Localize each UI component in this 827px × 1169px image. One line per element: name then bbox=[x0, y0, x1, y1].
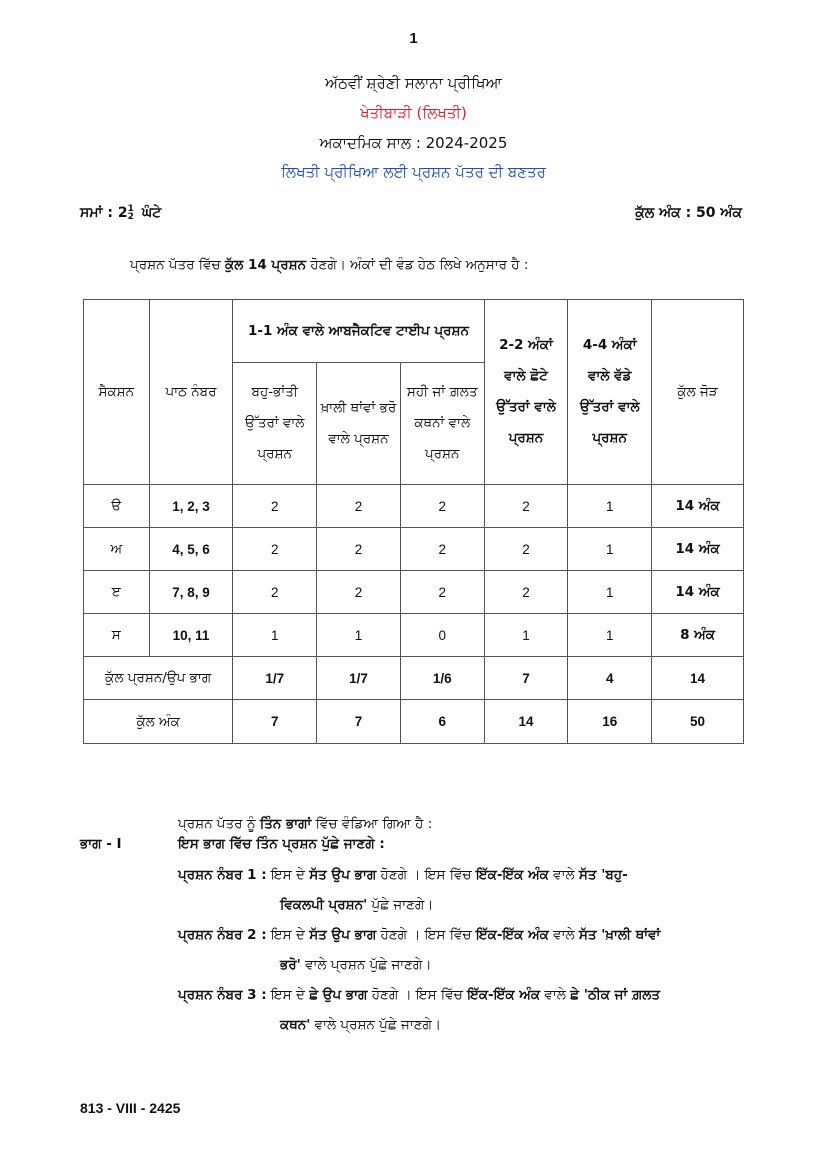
question-label: ਪ੍ਰਸ਼ਨ ਨੰਬਰ 3 : bbox=[178, 987, 267, 1003]
cell-mcq: 1 bbox=[233, 614, 317, 657]
cell-lessons: 7, 8, 9 bbox=[149, 571, 233, 614]
q-text: ਵਾਲੇ bbox=[548, 927, 579, 943]
marks-distribution-table bbox=[83, 299, 744, 744]
cell-fill: 2 bbox=[317, 571, 401, 614]
header-row-1 bbox=[84, 300, 744, 363]
header-short-answer bbox=[484, 300, 568, 485]
cell-long: 1 bbox=[568, 614, 652, 657]
table-row bbox=[84, 571, 744, 614]
cell-short: 1 bbox=[484, 614, 568, 657]
header-section: ਸੈਕਸ਼ਨ bbox=[84, 300, 150, 485]
question-1 bbox=[178, 860, 748, 920]
q-bold: ਸੱਤ 'ਖ਼ਾਲੀ ਥਾਂਵਾਂ bbox=[578, 927, 661, 943]
cell-mcq: 2 bbox=[233, 528, 317, 571]
cell-short: 2 bbox=[484, 485, 568, 528]
part-1-heading: ਇਸ ਭਾਗ ਵਿੱਚ ਤਿੰਨ ਪ੍ਰਸ਼ਨ ਪੁੱਛੇ ਜਾਣਗੇ : bbox=[178, 836, 385, 852]
cell-short: 14 bbox=[484, 700, 568, 744]
cell-tf: 2 bbox=[400, 485, 484, 528]
cell-fill: 1/7 bbox=[317, 657, 401, 700]
part-1-label: ਭਾਗ - I bbox=[80, 836, 122, 852]
cell-section: ਸ bbox=[84, 614, 150, 657]
q-text: ਹੋਣਗੇ । ਇਸ ਵਿੱਚ bbox=[367, 987, 468, 1003]
time-fraction bbox=[128, 205, 134, 221]
q-bold: ਕਥਨ' bbox=[280, 1017, 311, 1033]
cell-mcq: 2 bbox=[233, 485, 317, 528]
cell-long: 4 bbox=[568, 657, 652, 700]
q-bold: ਇੱਕ-ਇੱਕ ਅੰਕ bbox=[475, 927, 549, 943]
cell-total: 14 bbox=[652, 657, 744, 700]
table-row bbox=[84, 528, 744, 571]
q-bold: ਇੱਕ-ਇੱਕ ਅੰਕ bbox=[475, 867, 549, 883]
page-number: 1 bbox=[409, 30, 418, 47]
time-unit: ਘੰਟੇ bbox=[141, 205, 162, 221]
cell-mcq: 2 bbox=[233, 571, 317, 614]
header-objective-group: 1-1 ਅੰਕ ਵਾਲੇ ਆਬਜੈਕਟਿਵ ਟਾਈਪ ਪ੍ਰਸ਼ਨ bbox=[233, 300, 484, 363]
q-text: ਇਸ ਦੇ bbox=[266, 927, 310, 943]
short-answer-label: 2-2 ਅੰਕਾਂ ਵਾਲੇ ਛੋਟੇ ਉੱਤਰਾਂ ਵਾਲੇ ਪ੍ਰਸ਼ਨ bbox=[496, 337, 556, 446]
q-text: ਹੋਣਗੇ । ਇਸ ਵਿੱਚ bbox=[376, 867, 476, 883]
cell-short: 2 bbox=[484, 571, 568, 614]
cell-lessons: 10, 11 bbox=[149, 614, 233, 657]
header-true-false: ਸਹੀ ਜਾਂ ਗ਼ਲਤ ਕਥਨਾਂ ਵਾਲੇ ਪ੍ਰਸ਼ਨ bbox=[400, 363, 484, 485]
cell-section: ਅ bbox=[84, 528, 150, 571]
q-bold: ਛੇ 'ਠੀਕ ਜਾਂ ਗ਼ਲਤ bbox=[570, 987, 661, 1003]
cell-tf: 1/6 bbox=[400, 657, 484, 700]
q-text: ਇਸ ਦੇ bbox=[266, 987, 310, 1003]
q-text: ਪੁੱਛੇ ਜਾਣਗੇ। bbox=[367, 897, 434, 913]
academic-year: ਅਕਾਦਮਿਕ ਸਾਲ : 2024-2025 bbox=[319, 134, 508, 152]
q-text: ਵਾਲੇ bbox=[540, 987, 571, 1003]
header-total: ਕੁੱਲ ਜੋੜ bbox=[652, 300, 744, 485]
long-answer-label: 4-4 ਅੰਕਾਂ ਵਾਲੇ ਵੱਡੇ ਉੱਤਰਾਂ ਵਾਲੇ ਪ੍ਰਸ਼ਨ bbox=[579, 337, 640, 446]
total-marks-row bbox=[84, 700, 744, 744]
parts-intro bbox=[178, 816, 432, 832]
intro-pre: ਪ੍ਰਸ਼ਨ ਪੱਤਰ ਵਿੱਚ bbox=[130, 257, 225, 273]
q-bold: ਵਿਕਲਪੀ ਪ੍ਰਸ਼ਨ' bbox=[280, 897, 368, 913]
cell-total: 14 ਅੰਕ bbox=[652, 528, 744, 571]
q-text: ਵਾਲੇ ਪ੍ਰਸ਼ਨ ਪੁੱਛੇ ਜਾਣਗੇ। bbox=[310, 1017, 441, 1033]
exam-title: ਅੱਠਵੀਂ ਸ਼੍ਰੇਣੀ ਸਲਾਨਾ ਪ੍ਰੀਖਿਆ bbox=[325, 74, 502, 92]
header-mcq: ਬਹੁ-ਭਾਂਤੀ ਉੱਤਰਾਂ ਵਾਲੇ ਪ੍ਰਸ਼ਨ bbox=[233, 363, 317, 485]
parts-intro-post: ਵਿੱਚ ਵੰਡਿਆ ਗਿਆ ਹੈ : bbox=[311, 816, 433, 832]
header-lesson-no: ਪਾਠ ਨੰਬਰ bbox=[149, 300, 233, 485]
cell-tf: 2 bbox=[400, 528, 484, 571]
cell-short: 2 bbox=[484, 528, 568, 571]
question-continuation bbox=[178, 950, 748, 980]
time-allowed bbox=[80, 205, 161, 221]
intro-bold: ਕੁੱਲ 14 ਪ੍ਰਸ਼ਨ bbox=[225, 257, 307, 273]
header-long-answer bbox=[568, 300, 652, 485]
q-text: ਹੋਣਗੇ । ਇਸ ਵਿੱਚ bbox=[376, 927, 476, 943]
total-questions-row bbox=[84, 657, 744, 700]
q-bold: ਛੇ ਉਪ ਭਾਗ bbox=[309, 987, 368, 1003]
question-label: ਪ੍ਰਸ਼ਨ ਨੰਬਰ 2 : bbox=[178, 927, 267, 943]
time-label: ਸਮਾਂ : 2 bbox=[80, 205, 128, 221]
total-marks-label: ਕੁੱਲ ਅੰਕ bbox=[84, 700, 233, 744]
cell-section: ੲ bbox=[84, 571, 150, 614]
q-text: ਵਾਲੇ ਪ੍ਰਸ਼ਨ ਪੁੱਛੇ ਜਾਣਗੇ। bbox=[300, 957, 432, 973]
total-marks: ਕੁੱਲ ਅੰਕ : 50 ਅੰਕ bbox=[635, 205, 742, 221]
footer-code: 813 - VIII - 2425 bbox=[80, 1100, 181, 1116]
cell-fill: 2 bbox=[317, 485, 401, 528]
q-bold: ਭਰੋ' bbox=[280, 957, 301, 973]
parts-intro-pre: ਪ੍ਰਸ਼ਨ ਪੱਤਰ ਨੂੰ bbox=[178, 816, 260, 832]
cell-lessons: 4, 5, 6 bbox=[149, 528, 233, 571]
question-label: ਪ੍ਰਸ਼ਨ ਨੰਬਰ 1 : bbox=[178, 867, 267, 883]
q-text: ਵਾਲੇ bbox=[548, 867, 579, 883]
table-row bbox=[84, 485, 744, 528]
subject-title: ਖੇਤੀਬਾੜੀ (ਲਿਖਤੀ) bbox=[360, 104, 467, 122]
cell-long: 1 bbox=[568, 571, 652, 614]
cell-tf: 6 bbox=[400, 700, 484, 744]
cell-fill: 1 bbox=[317, 614, 401, 657]
cell-total: 50 bbox=[652, 700, 744, 744]
cell-lessons: 1, 2, 3 bbox=[149, 485, 233, 528]
intro-text bbox=[130, 257, 528, 273]
cell-long: 16 bbox=[568, 700, 652, 744]
cell-short: 7 bbox=[484, 657, 568, 700]
cell-tf: 2 bbox=[400, 571, 484, 614]
cell-long: 1 bbox=[568, 485, 652, 528]
cell-fill: 2 bbox=[317, 528, 401, 571]
parts-intro-bold: ਤਿੰਨ ਭਾਗਾਂ bbox=[259, 816, 312, 832]
q-bold: ਸੱਤ ਉਪ ਭਾਗ bbox=[309, 867, 377, 883]
cell-mcq: 1/7 bbox=[233, 657, 317, 700]
question-3 bbox=[178, 980, 748, 1040]
cell-section: ੳ bbox=[84, 485, 150, 528]
q-bold: ਇੱਕ-ਇੱਕ ਅੰਕ bbox=[467, 987, 541, 1003]
fraction-numerator: 1 bbox=[127, 204, 134, 214]
cell-long: 1 bbox=[568, 528, 652, 571]
header-fill-blanks: ਖ਼ਾਲੀ ਥਾਂਵਾਂ ਭਰੋ ਵਾਲੇ ਪ੍ਰਸ਼ਨ bbox=[317, 363, 401, 485]
cell-fill: 7 bbox=[317, 700, 401, 744]
question-2 bbox=[178, 920, 748, 980]
cell-tf: 0 bbox=[400, 614, 484, 657]
q-bold: ਸੱਤ 'ਬਹੁ- bbox=[578, 867, 628, 883]
question-continuation bbox=[178, 1010, 748, 1040]
intro-post: ਹੋਣਗੇ। ਅੰਕਾਂ ਦੀ ਵੰਡ ਹੇਠ ਲਿਖੇ ਅਨੁਸਾਰ ਹੈ : bbox=[306, 257, 529, 273]
cell-mcq: 7 bbox=[233, 700, 317, 744]
q-text: ਇਸ ਦੇ bbox=[266, 867, 310, 883]
cell-total: 14 ਅੰਕ bbox=[652, 571, 744, 614]
cell-total: 14 ਅੰਕ bbox=[652, 485, 744, 528]
q-bold: ਸੱਤ ਉਪ ਭਾਗ bbox=[309, 927, 377, 943]
question-continuation bbox=[178, 890, 748, 920]
fraction-denominator: 2 bbox=[127, 212, 134, 222]
structure-title: ਲਿਖਤੀ ਪ੍ਰੀਖਿਆ ਲਈ ਪ੍ਰਸ਼ਨ ਪੱਤਰ ਦੀ ਬਣਤਰ bbox=[281, 163, 546, 181]
cell-total: 8 ਅੰਕ bbox=[652, 614, 744, 657]
table-row bbox=[84, 614, 744, 657]
total-questions-label: ਕੁੱਲ ਪ੍ਰਸ਼ਨ/ਉਪ ਭਾਗ bbox=[84, 657, 233, 700]
